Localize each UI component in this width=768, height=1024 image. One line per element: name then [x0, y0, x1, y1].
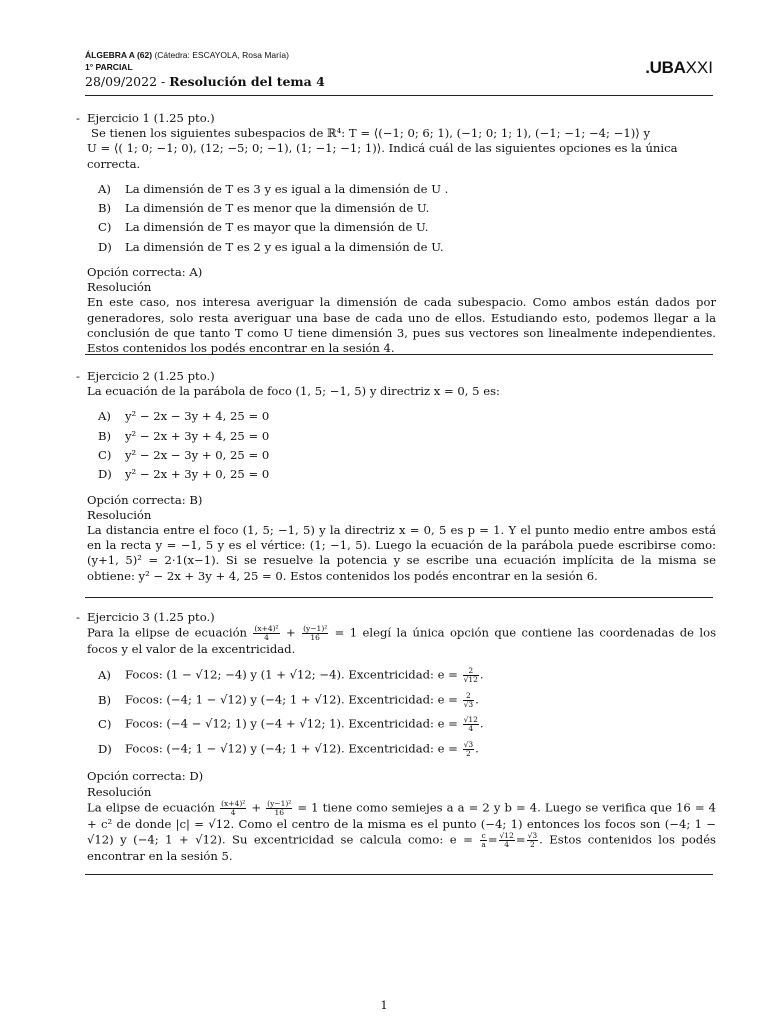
correct-answer: Opción correcta: B) — [87, 492, 203, 507]
option-b: B) La dimensión de T es menor que la dimensión de U. — [98, 201, 430, 216]
resolution-label: Resolución — [87, 507, 152, 522]
exercise-1: - Ejercicio 1 (1.25 pto.) Se tienen los siguientes subespacios de ℝ⁴: T = ⟨(−1; 0; 6; 1), (−1; 0; 1; 1), (−1; −1; −4; −1)⟩ y U = ⟨( 1; 0; −1; 0), (12; −5; 0; −1), (1; −1; −1; 1)⟩. Indicá cuál de las siguientes opciones es la única correcta. A) La dimensión de T es 3 y es igual a la dimensión de U . B) La dimensión de T es menor que la dimensión de U. C) La dimensión de T es mayor que la dimensión de U. D) La dimensión de T es 2 y es igual a la dimensión de U. Opción correcta: A) Resolución En este caso, nos interesa averiguar la dimensión de cada subespacio. Como ambos están dados por generadores, solo resta averiguar una base de cada uno de ellos. Estudiando esto, podemos llegar a la conclusión de que tanto T como U tiene dimensión 3, pues sus vectores son linealmente independientes. Estos contenidos los podés encontrar en la sesión 4. — [76, 111, 716, 356]
option-b: B) Focos: (−4; 1 − √12) y (−4; 1 + √12). Excentricidad: e = $\frac{2}{√3}$ . — [98, 690, 479, 709]
option-a: A) La dimensión de T es 3 y es igual a la dimensión de U . — [98, 181, 449, 196]
options-list — [87, 180, 716, 257]
fraction: $\frac{\text{(x+4)²}}{4}$ — [254, 624, 279, 643]
exercise-title: Ejercicio 2 (1.25 pto.) — [87, 369, 215, 383]
resolution-text: La elipse de ecuación $\frac{\text{(x+4)²}}{4}$ + $\frac{\text{(y−1)²}}{16}$ = 1 tiene como semiejes a a = 2 y b = 4. Luego se verifica que 16 = 4 + c² de donde |c| = √12. Como el centro de la misma es el punto (−4; 1) entonces los focos son (−4; 1 − √12) y (−4; 1 + √12). Su excentricidad se calcula como: e = $\frac{c}{a}$ = $\frac{√12}{4}$ = $\frac{√3}{2}$ . Estos contenidos los podés encontrar en la sesión 5. — [87, 798, 717, 864]
option-a: A) y² − 2x − 3y + 4, 25 = 0 — [98, 409, 270, 424]
divider — [85, 597, 713, 598]
correct-answer: Opción correcta: D) — [87, 769, 204, 784]
option-a: A) Focos: (1 − √12; −4) y (1 + √12; −4). Excentricidad: e = $\frac{2}{√12}$ . — [98, 666, 484, 685]
option-d: D) Focos: (−4; 1 − √12) y (−4; 1 + √12). Excentricidad: e = $\frac{√3}{2}$ . — [98, 739, 479, 758]
resolution-text: La distancia entre el foco (1, 5; −1, 5) y la directriz x = 0, 5 es p = 1. Y el punto medio entre ambos está en la recta y = −1, 5 y es el vértice: (1; −1, 5). Luego la ecuación de la parábola puede escribirse como: (y+1, 5)² = 2·1(x−1). Si se resuelve la potencia y se escribe una ecuación implícita de la misma se obtiene: y² − 2x + 3y + 4, 25 = 0. Estos contenidos los podés encontrar en la sesión 6. — [87, 523, 716, 583]
header-divider — [85, 95, 713, 96]
statement: Para la elipse de ecuación $\frac{\text{(x+4)²}}{4}$ + $\frac{\text{(y−1)²}}{16}$ = 1 elegí la única opción que contiene las coordenadas de los focos y el valor de la excentricidad. — [87, 624, 717, 657]
options-list — [87, 663, 716, 761]
statement-line: Se tienen los siguientes subespacios de ℝ⁴: T = ⟨(−1; 0; 6; 1), (−1; 0; 1; 1), (−1; −1; −4; −1)⟩ y — [91, 126, 651, 141]
statement-line: U = ⟨( 1; 0; −1; 0), (12; −5; 0; −1), (1; −1; −1; 1)⟩. Indicá cuál de las siguientes opciones es la única correcta. — [87, 141, 678, 171]
page-number: 1 — [380, 998, 388, 1012]
fraction: $\frac{c}{a}$ — [481, 831, 486, 850]
option-d: D) y² − 2x + 3y + 0, 25 = 0 — [98, 467, 270, 482]
fraction: $\frac{\text{(y−1)²}}{16}$ — [267, 798, 292, 817]
exercise-2: - Ejercicio 2 (1.25 pto.) La ecuación de la parábola de foco (1, 5; −1, 5) y directriz x = 0, 5 es: A) y² − 2x − 3y + 4, 25 = 0 B) y² − 2x + 3y + 4, 25 = 0 C) y² − 2x − 3y + 0, 25 = 0 D) y² − 2x + 3y + 0, 25 = 0 Opción correcta: B) Resolución La distancia entre el foco (1, 5; −1, 5) y la directriz x = 0, 5 es p = 1. Y el punto medio entre ambos está en la recta y = −1, 5 y es el vértice: (1; −1, 5). Luego la ecuación de la parábola puede escribirse como: (y+1, 5)² = 2·1(x−1). Si se resuelve la potencia y se escribe una ecuación implícita de la misma se obtiene: y² − 2x + 3y + 4, 25 = 0. Estos contenidos los podés encontrar en la sesión 6. — [76, 369, 716, 583]
divider — [85, 874, 713, 875]
fraction: $\frac{\text{(y−1)²}}{16}$ — [303, 624, 328, 643]
fraction: $\frac{√12}{4}$ — [499, 831, 514, 850]
option-c: C) La dimensión de T es mayor que la dimensión de U. — [98, 220, 429, 235]
option-c: C) Focos: (−4 − √12; 1) y (−4 + √12; 1). Excentricidad: e = $\frac{√12}{4}$ . — [98, 715, 484, 734]
options-list — [87, 407, 716, 484]
uba-xxi-logo: .UBAXXI — [645, 58, 713, 77]
course-name: ÁLGEBRA A (62) — [85, 50, 153, 60]
chair-name: (Cátedra: ESCAYOLA, Rosa María) — [154, 50, 289, 60]
fraction: $\frac{\text{(x+4)²}}{4}$ — [221, 798, 246, 817]
divider — [85, 354, 713, 355]
header: ÁLGEBRA A (62) (Cátedra: ESCAYOLA, Rosa María) 1° PARCIAL 28/09/2022 - Resolución del tema 4 .UBAXXI — [85, 50, 713, 89]
option-b: B) y² − 2x + 3y + 4, 25 = 0 — [98, 428, 270, 443]
fraction: $\frac{√3}{2}$ — [527, 831, 538, 850]
resolution-text: En este caso, nos interesa averiguar la dimensión de cada subespacio. Como ambos están dados por generadores, solo resta averiguar una base de cada uno de ellos. Estudiando esto, podemos llegar a la conclusión de que tanto T como U tiene dimensión 3, pues sus vectores son linealmente independientes. Estos contenidos los podés encontrar en la sesión 4. — [87, 295, 716, 356]
option-d: D) La dimensión de T es 2 y es igual a la dimensión de U. — [98, 239, 444, 254]
correct-answer: Opción correcta: A) — [87, 265, 203, 279]
page-title: Resolución del tema 4 — [169, 74, 325, 89]
statement-line: La ecuación de la parábola de foco (1, 5; −1, 5) y directriz x = 0, 5 es: — [87, 384, 500, 399]
exam-date: 28/09/2022 — [85, 74, 158, 89]
resolution-label: Resolución — [87, 784, 152, 799]
exam-label: 1° PARCIAL — [85, 62, 133, 72]
exercise-title: Ejercicio 1 (1.25 pto.) — [87, 111, 215, 125]
exercise-3: - Ejercicio 3 (1.25 pto.) Para la elipse de ecuación $\frac{\text{(x+4)²}}{4}$ + $\frac{\text{(y−1)²}}{16}$ = 1 elegí la única opción que contiene las coordenadas de los focos y el valor de la excentricidad. A) Focos: (1 − √12; −4) y (1 + √12; −4). Excentricidad: e = $\frac{2}{√12}$ . B) Focos: (−4; 1 − √12) y (−4; 1 + √12). Excentricidad: e = $\frac{2}{√3}$ . C) Focos: (−4 − √12; 1) y (−4 + √12; 1). Excentricidad: e = $\frac{√12}{4}$ . D) Focos: (−4; 1 − √12) y (−4; 1 + √12). Excentricidad: e = $\frac{√3}{2}$ . Opción correcta: D) Resolución La elipse de ecuación $\frac{\text{(x+4)²}}{4}$ + $\frac{\text{(y−1)²}}{16}$ = 1 tiene como semiejes a a = 2 y b = 4. Luego se verifica que 16 = 4 + c² de donde |c| = √12. Como el centro de la misma es el punto (−4; 1) entonces los focos son (−4; 1 − √12) y (−4; 1 + √12). Su excentricidad se calcula como: e = $\frac{c}{a}$ = $\frac{√12}{4}$ = $\frac{√3}{2}$ . Estos contenidos los podés encontrar en la sesión 5. — [76, 610, 717, 864]
option-c: C) y² − 2x − 3y + 0, 25 = 0 — [98, 448, 270, 463]
exercise-title: Ejercicio 3 (1.25 pto.) — [87, 610, 215, 624]
resolution-label: Resolución — [87, 280, 152, 295]
